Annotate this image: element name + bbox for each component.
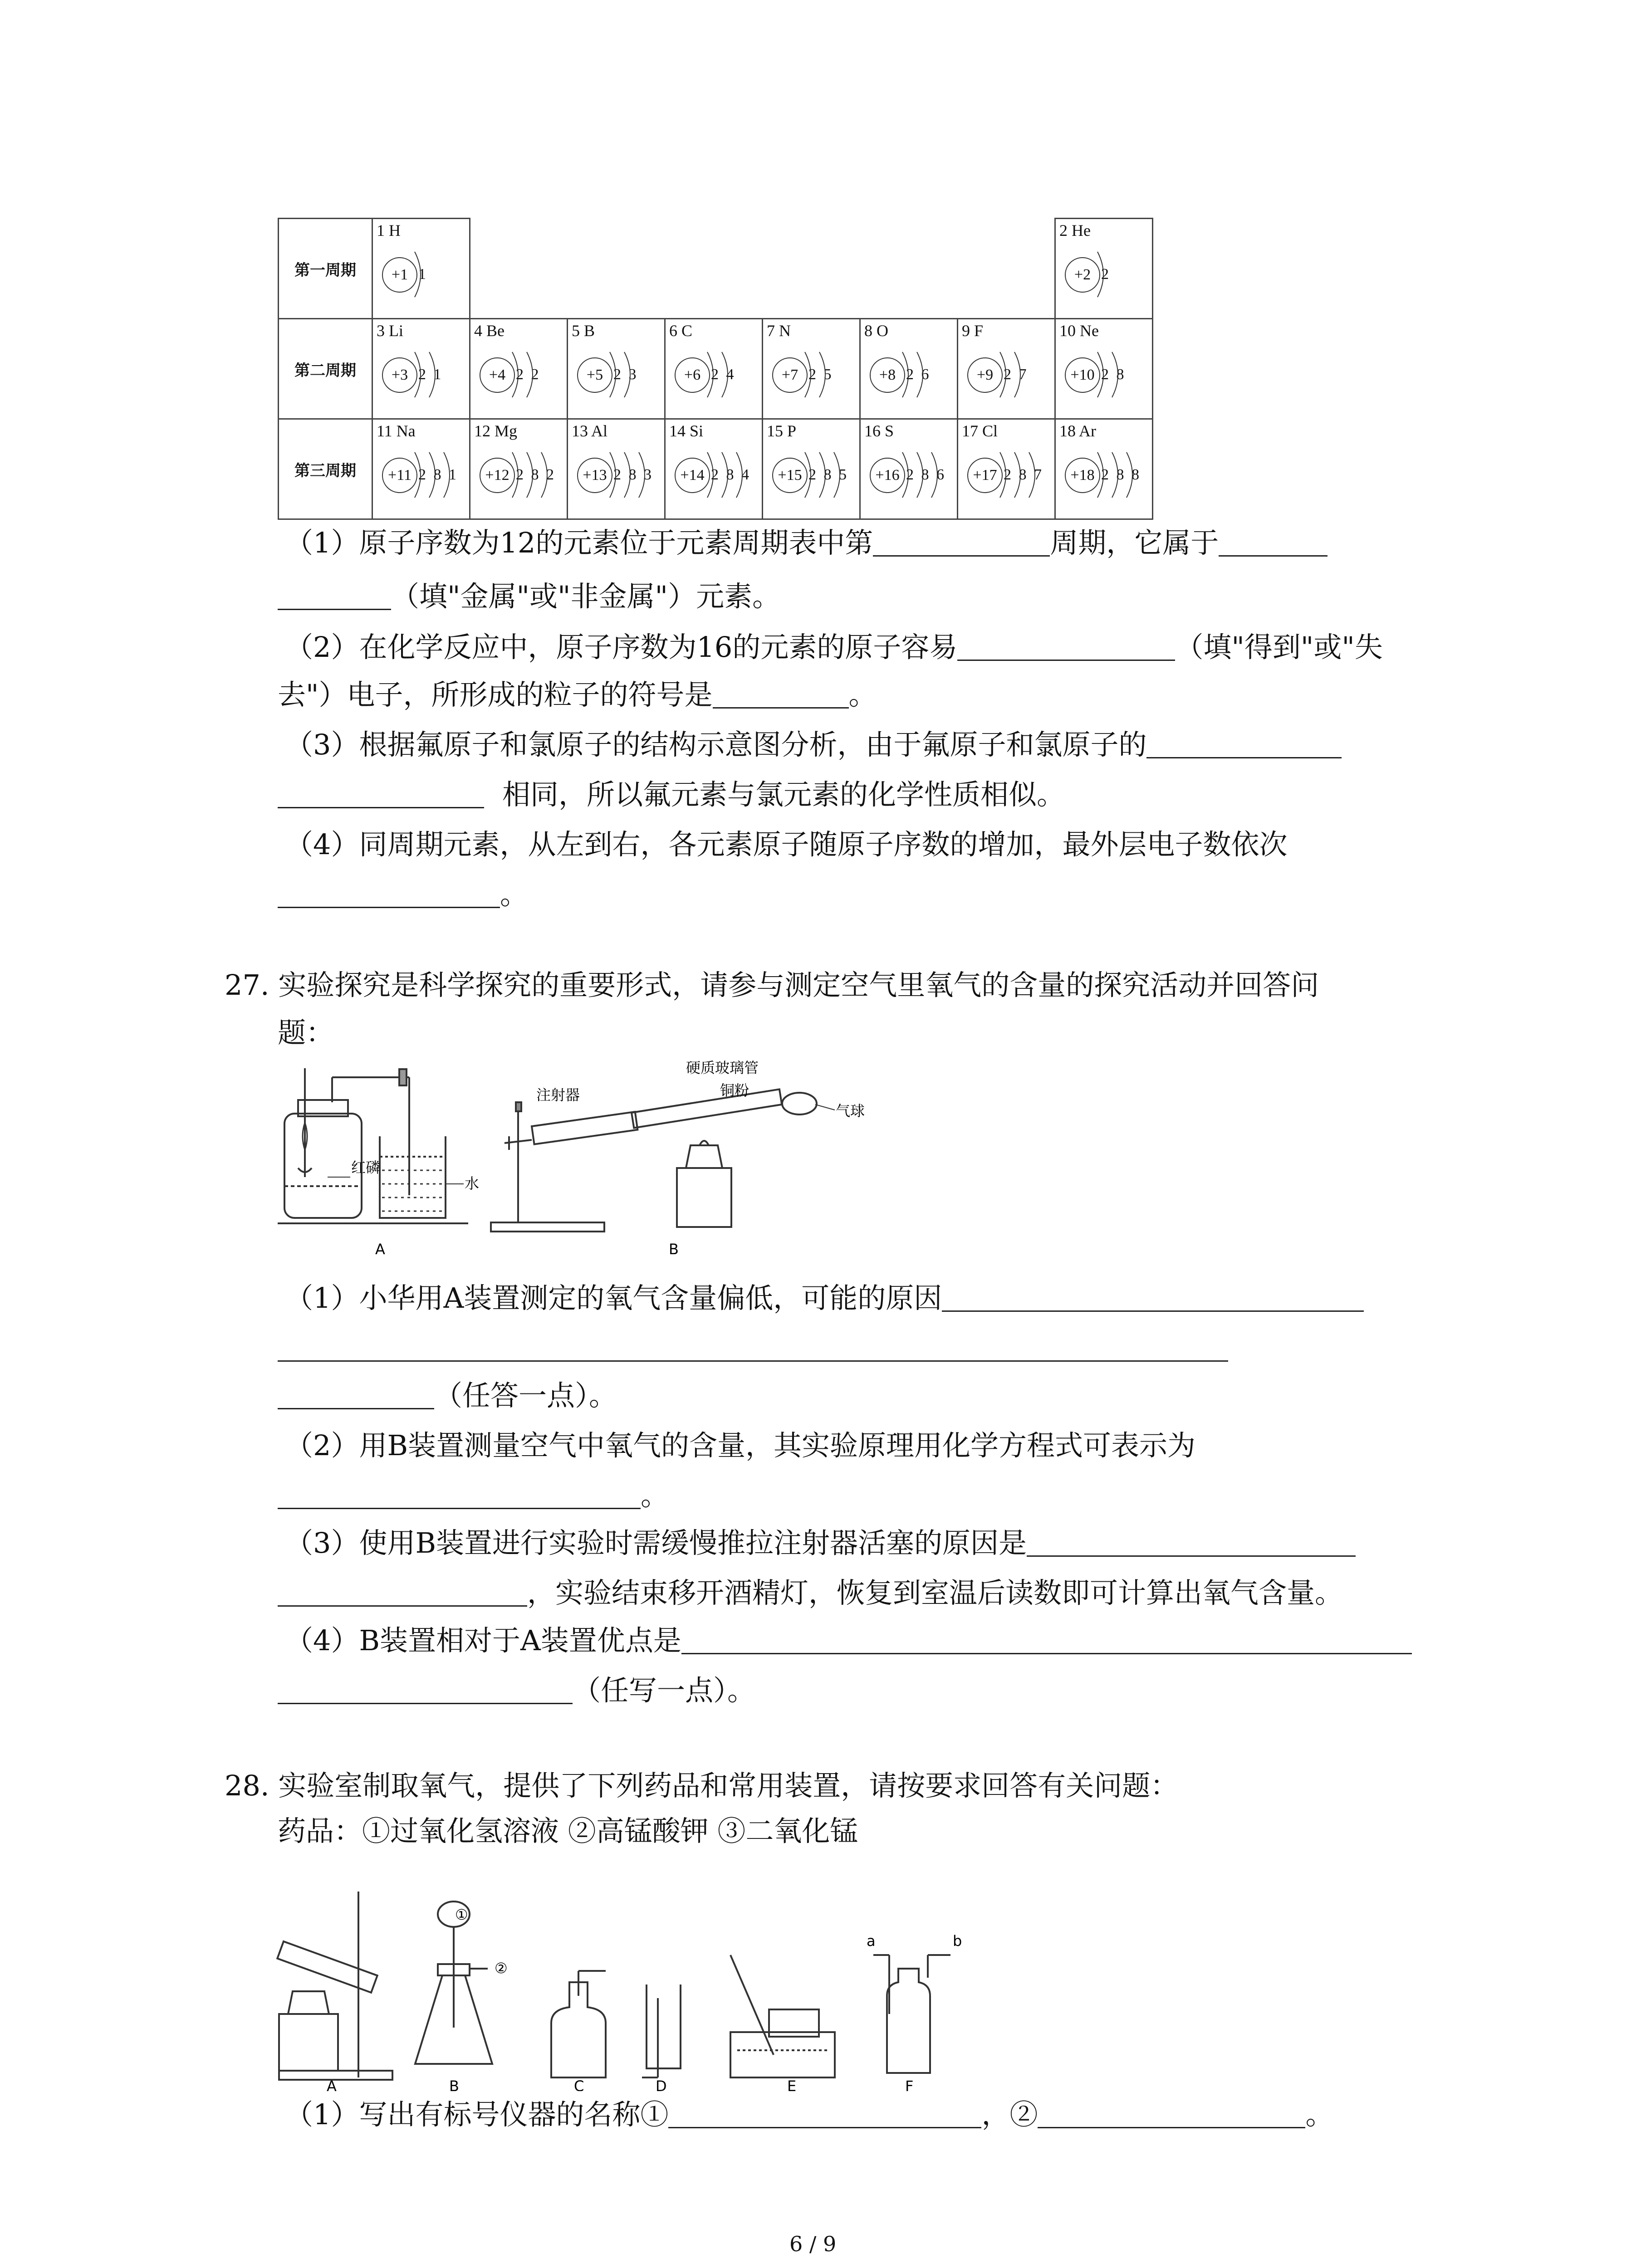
electron-shells: 2 1 [418,366,443,383]
nucleus-charge: +18 [1065,458,1100,493]
shell-arcs [1095,246,1152,303]
shell-arcs [509,347,567,403]
element-cell [665,419,763,519]
label-apparatus-a: A [375,1241,385,1258]
element-cell [1055,219,1153,319]
q26-part1-line1: （1）原子序数为12的元素位于元素周期表中第 周期，它属于 [285,526,1327,560]
shell-arcs [997,347,1054,403]
nucleus-charge: +8 [870,357,905,393]
shell-arcs [997,447,1054,503]
q27-part4-line1: （4）B装置相对于A装置优点是 [285,1624,1412,1657]
shell-arc [707,352,713,397]
shell-arc [415,352,421,397]
element-cell [372,219,470,319]
element-cell [372,319,470,419]
q26-part3-line1: （3）根据氟原子和氯原子的结构示意图分析，由于氟原子和氯原子的 [285,728,1342,762]
q27-part3-line1: （3）使用B装置进行实验时需缓慢推拉注射器活塞的原因是 [285,1526,1356,1560]
page-number: 6 / 9 [789,2232,837,2256]
shell-arc [512,452,518,498]
shell-arc [1097,452,1103,498]
q26-part1-line2: （填"金属"或"非金属"）元素。 [278,580,780,613]
period-row [279,419,1153,519]
atom-structure-diagram [373,246,469,305]
q27-part1-line1: （1）小华用A装置测定的氧气含量偏低，可能的原因 [285,1281,1364,1315]
shell-arc [512,352,518,397]
shell-arc [1014,452,1020,498]
shell-arc [415,252,421,297]
element-cell [958,419,1055,519]
nucleus-charge: +12 [480,458,515,493]
shell-arc [819,352,825,397]
electron-shells: 2 7 [1004,366,1029,383]
label-apparatus-a: A [327,2077,337,2091]
element-cell [1055,419,1153,519]
nucleus-charge: +4 [480,357,515,393]
q26-part4-line1: （4）同周期元素，从左到右，各元素原子随原子序数的增加，最外层电子数依次 [285,828,1288,861]
q28-part1-line1: （1）写出有标号仪器的名称① ，② 。 [285,2098,1334,2131]
shell-arc [639,452,645,498]
apparatus-a-jar [284,1068,409,1218]
element-label: 16 S [864,422,894,440]
electron-shells: 2 8 8 [1101,466,1141,483]
q27-part3-line2: ，实验结束移开酒精灯，恢复到室温后读数即可计算出氧气含量。 [278,1576,1343,1610]
label-port-b: b [953,1932,962,1950]
element-label: 12 Mg [474,422,518,440]
empty-cell [665,219,763,319]
atom-structure-diagram [1056,447,1152,506]
q27-stem-line1: 27. 实验探究是科学探究的重要形式，请参与测定空气里氧气的含量的探究活动并回答问 [225,968,1319,1002]
empty-cell [568,219,665,319]
shell-arc [707,452,713,498]
q27-apparatus-figure [278,1059,958,1268]
element-label: 10 Ne [1059,322,1099,340]
empty-cell [860,219,958,319]
label-water: 水 [465,1175,480,1192]
shell-arcs [705,347,762,403]
electron-shells: 2 8 [1101,366,1126,383]
period-row [279,219,1153,319]
electron-shells: 2 8 5 [808,466,848,483]
electron-shells: 2 [1101,266,1111,283]
shell-arcs [802,347,859,403]
atom-structure-diagram [763,447,859,506]
element-cell [860,419,958,519]
q26-part4-line2: 。 [278,878,528,911]
apparatus-a-beaker [278,1136,468,1223]
nucleus-charge: +14 [675,458,710,493]
answer-blank[interactable] [278,1334,1228,1362]
shell-arcs [900,447,957,503]
period-row [279,319,1153,419]
atom-structure-diagram [470,447,567,506]
element-label: 9 F [962,322,984,340]
shell-arcs [412,447,469,503]
shell-arc [917,352,923,397]
element-label: 13 Al [572,422,608,440]
shell-arcs [802,447,859,503]
answer-blank[interactable] [668,2100,981,2128]
electron-shells: 2 8 3 [613,466,653,483]
atom-structure-diagram [470,347,567,406]
shell-arc [415,452,421,498]
shell-arc [931,452,937,498]
element-label: 2 He [1059,221,1091,240]
nucleus-charge: +11 [382,458,417,493]
element-cell [763,319,860,419]
shell-arc [624,452,630,498]
empty-cell [470,219,568,319]
atom-structure-diagram [373,347,469,406]
nucleus-charge: +7 [772,357,808,393]
answer-blank[interactable] [1027,1529,1356,1557]
element-label: 17 Cl [962,422,998,440]
answer-blank[interactable] [957,633,1175,661]
shell-arcs [900,347,957,403]
element-label: 4 Be [474,322,505,340]
answer-blank[interactable] [942,1284,1364,1312]
atom-structure-diagram [1056,246,1152,305]
shell-arc [805,452,811,498]
element-cell [763,419,860,519]
empty-cell [958,219,1055,319]
period-label: 第二周期 [279,319,372,419]
atom-structure-diagram [861,347,957,406]
label-red-phosphorus: 红磷 [351,1159,381,1176]
answer-blank[interactable] [278,1381,434,1409]
label-apparatus-e: E [787,2077,797,2091]
electron-shells: 2 2 [516,366,541,383]
atom-structure-diagram [568,347,664,406]
element-cell [958,319,1055,419]
answer-blank[interactable] [278,1676,573,1704]
nucleus-charge: +2 [1065,257,1100,293]
q27-stem-line2: 题： [278,1016,334,1049]
shell-arc [1000,352,1006,397]
shell-arc [834,452,840,498]
label-copper-powder: 铜粉 [720,1082,749,1099]
answer-blank[interactable] [873,528,1050,557]
shell-arcs [412,246,469,303]
shell-arc [610,352,616,397]
shell-arc [902,452,908,498]
shell-arcs [412,347,469,403]
nucleus-charge: +10 [1065,357,1100,393]
q27-part4-line2: （任写一点）。 [278,1674,755,1707]
answer-blank[interactable] [278,880,500,908]
shell-arc [1112,452,1118,498]
q26-part2-line1: （2）在化学反应中，原子序数为16的元素的原子容易 （填"得到"或"失 [285,631,1383,664]
answer-blank[interactable] [713,680,849,709]
q27-part1-line2 [278,1331,1228,1365]
nucleus-charge: +5 [577,357,612,393]
element-label: 7 N [767,322,791,340]
shell-arc [722,352,728,397]
shell-arc [610,452,616,498]
period-label: 第三周期 [279,419,372,519]
label-apparatus-b: B [449,2077,459,2091]
electron-shells: 2 6 [906,366,931,383]
shell-arcs [509,447,567,503]
electron-shells: 2 8 7 [1004,466,1043,483]
element-cell [665,319,763,419]
atom-structure-diagram [861,447,957,506]
q27-part2-line2: 。 [278,1479,669,1512]
shell-arcs [607,447,664,503]
electron-shells: 2 8 4 [711,466,751,483]
label-apparatus-f: F [905,2077,914,2091]
element-label: 8 O [864,322,888,340]
label-mark-1: ① [455,1906,468,1923]
element-label: 18 Ar [1059,422,1096,440]
label-apparatus-b: B [669,1241,679,1258]
shell-arcs [1095,447,1152,503]
element-label: 14 Si [669,422,704,440]
element-cell [568,319,665,419]
q26-part2-line2: 去"）电子，所形成的粒子的符号是 。 [278,678,877,711]
shell-arc [736,452,742,498]
nucleus-charge: +15 [772,458,808,493]
shell-arc [902,352,908,397]
shell-arc [1112,352,1118,397]
empty-cell [763,219,860,319]
nucleus-charge: +6 [675,357,710,393]
nucleus-charge: +13 [577,458,612,493]
element-label: 1 H [377,221,401,240]
q28-stem-line1: 28. 实验室制取氧气，提供了下列药品和常用装置，请按要求回答有关问题： [225,1769,1179,1802]
shell-arc [805,352,811,397]
q26-part3-line2: 相同，所以氟元素与氯元素的化学性质相似。 [278,778,1065,811]
q27-part2-line1: （2）用B装置测量空气中氧气的含量，其实验原理用化学方程式可表示为 [285,1429,1196,1462]
atom-structure-diagram [666,347,762,406]
shell-arc [819,452,825,498]
atom-structure-diagram [666,447,762,506]
nucleus-charge: +9 [967,357,1003,393]
element-cell [1055,319,1153,419]
shell-arc [1127,452,1132,498]
answer-blank[interactable] [278,582,391,610]
nucleus-charge: +16 [870,458,905,493]
shell-arc [527,452,533,498]
shell-arc [917,452,923,498]
shell-arc [429,352,435,397]
electron-shells: 1 [418,266,428,283]
label-apparatus-d: D [656,2077,667,2091]
label-mark-2: ② [495,1960,508,1977]
element-label: 3 Li [377,322,403,340]
label-port-a: a [867,1932,876,1950]
element-label: 6 C [669,322,693,340]
shell-arc [1097,252,1103,297]
q28-apparatus-figure [270,1878,996,2091]
shell-arc [1097,352,1103,397]
element-cell [470,319,568,419]
electron-shells: 2 8 2 [516,466,556,483]
element-label: 5 B [572,322,595,340]
electron-shells: 2 3 [613,366,638,383]
q28-stem-line2: 药品：①过氧化氢溶液 ②高锰酸钾 ③二氧化锰 [278,1814,858,1848]
nucleus-charge: +1 [382,257,417,293]
shell-arcs [607,347,664,403]
shell-arc [624,352,630,397]
element-label: 11 Na [377,422,416,440]
element-cell [372,419,470,519]
atom-structure-diagram [1056,347,1152,406]
shell-arc [527,352,533,397]
atom-structure-diagram [568,447,664,506]
electron-shells: 2 4 [711,366,736,383]
shell-arcs [1095,347,1152,403]
answer-blank[interactable] [1219,528,1327,557]
electron-shells: 2 8 6 [906,466,946,483]
atom-structure-diagram [958,447,1054,506]
answer-blank[interactable] [278,1481,641,1509]
label-apparatus-c: C [574,2077,584,2091]
element-label: 15 P [767,422,797,440]
label-glass-tube: 硬质玻璃管 [686,1059,759,1076]
shell-arc [1029,452,1035,498]
answer-blank[interactable] [681,1626,1412,1654]
periodic-table [278,218,1153,520]
shell-arc [722,452,728,498]
shell-arc [541,452,547,498]
answer-blank[interactable] [1146,730,1342,758]
answer-blank[interactable] [1038,2100,1305,2128]
element-cell [470,419,568,519]
q27-part1-line3: （任答一点）。 [278,1379,617,1413]
electron-shells: 2 8 1 [418,466,458,483]
element-cell [860,319,958,419]
atom-structure-diagram [958,347,1054,406]
shell-arc [1000,452,1006,498]
nucleus-charge: +17 [967,458,1003,493]
nucleus-charge: +3 [382,357,417,393]
shell-arc [429,452,435,498]
shell-arcs [705,447,762,503]
atom-structure-diagram [373,447,469,506]
shell-arc [444,452,450,498]
label-syringe: 注射器 [536,1086,580,1104]
label-balloon: 气球 [836,1102,865,1119]
answer-blank[interactable] [278,780,484,808]
period-label: 第一周期 [279,219,372,319]
shell-arc [1014,352,1020,397]
element-cell [568,419,665,519]
atom-structure-diagram [763,347,859,406]
answer-blank[interactable] [278,1579,527,1607]
electron-shells: 2 5 [808,366,833,383]
apparatus-b [491,1089,817,1232]
